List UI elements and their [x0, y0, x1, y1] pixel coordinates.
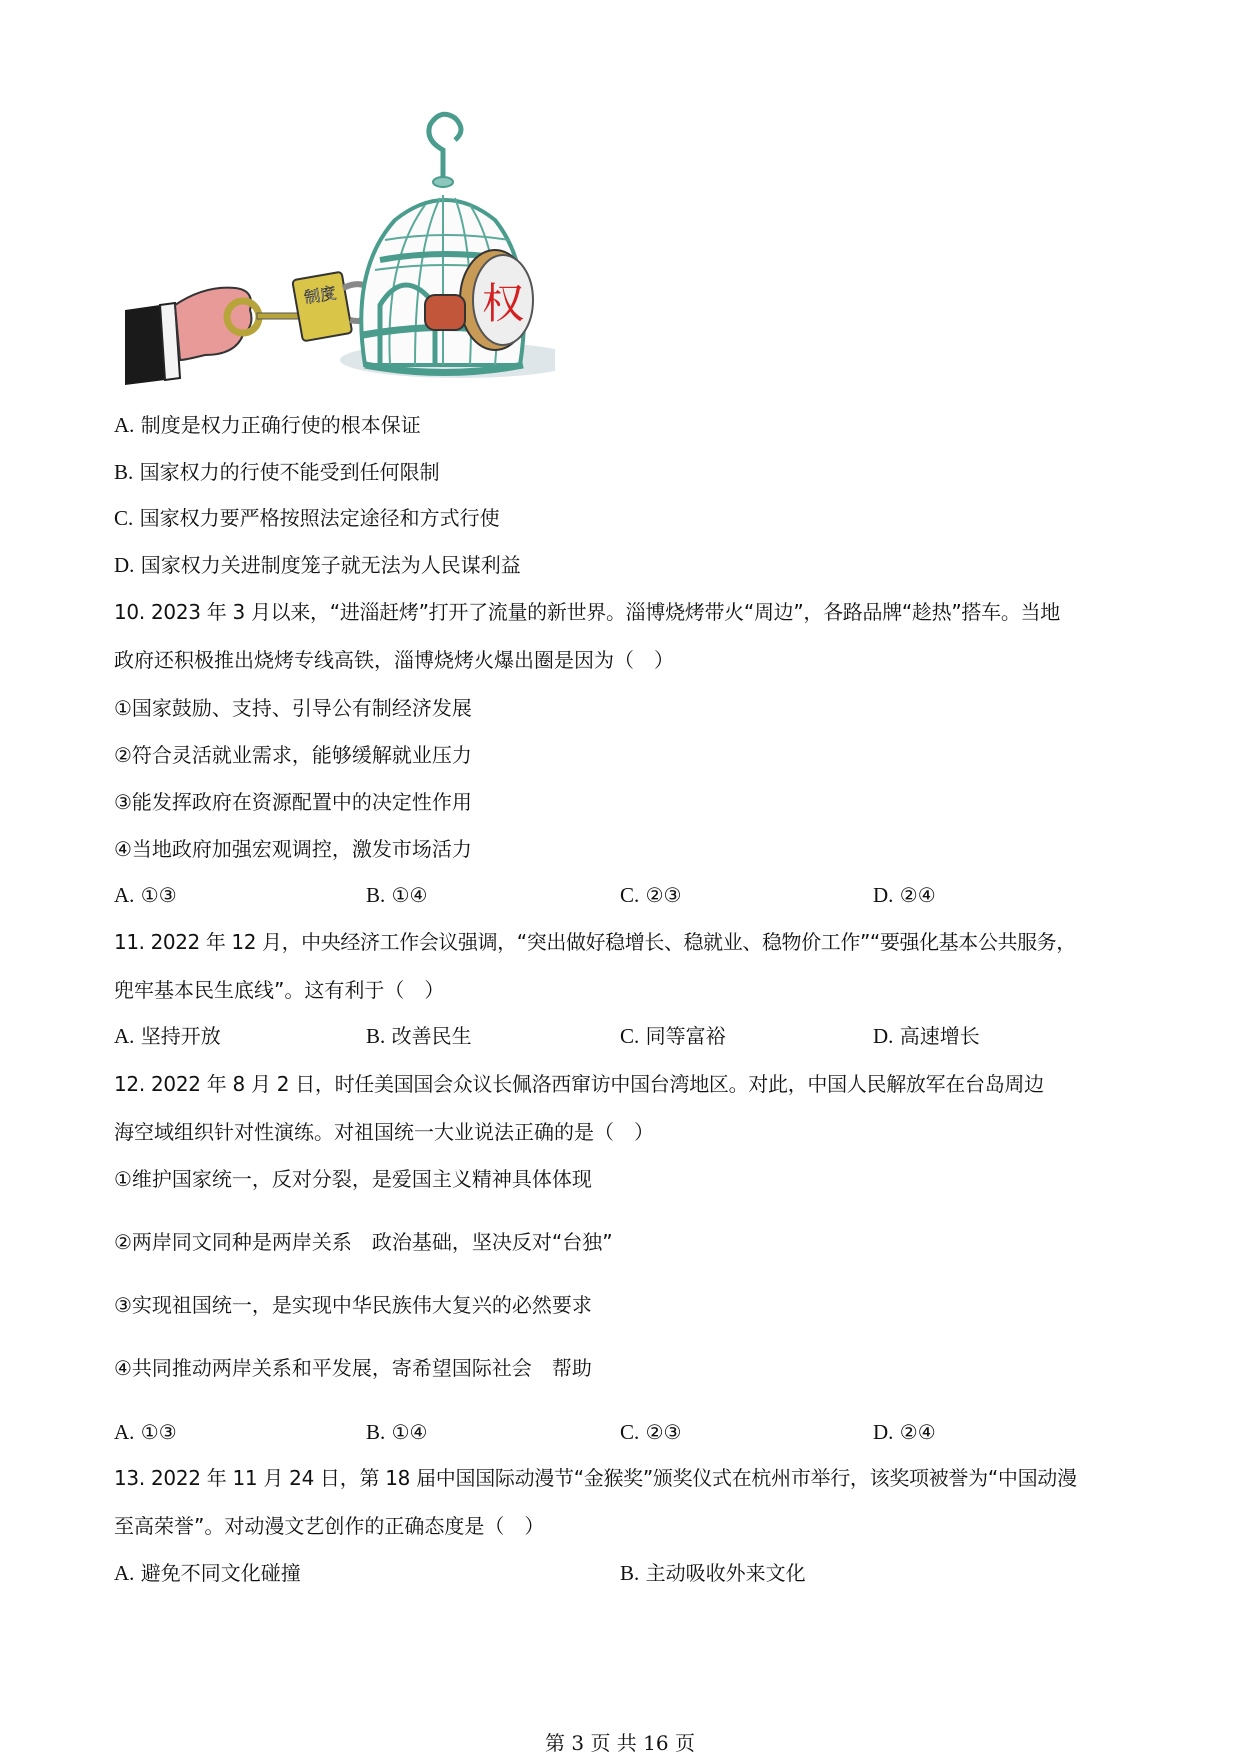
q11-stem-line1: 11. 2022 年 12 月，中央经济工作会议强调，“突出做好稳增长、稳就业、稳物价工作”“要强化基本公共服务，	[114, 930, 1076, 954]
page-number: 第 3 页 共 16 页	[545, 1731, 695, 1755]
q12-stem-line1: 12. 2022 年 8 月 2 日，时任美国国会众议长佩洛西窜访中国台湾地区。对此，中国人民解放军在台岛周边	[114, 1072, 1044, 1096]
q12-option-b[interactable]: B. ①④	[366, 1420, 428, 1444]
q9-option-a[interactable]: A. 制度是权力正确行使的根本保证	[114, 413, 421, 437]
q9-option-d[interactable]: D. 国家权力关进制度笼子就无法为人民谋利益	[114, 553, 521, 577]
q12-item-4: ④共同推动两岸关系和平发展，寄希望国际社会 帮助	[114, 1356, 592, 1380]
q10-stem-line1: 10. 2023 年 3 月以来，“进淄赶烤”打开了流量的新世界。淄博烧烤带火“周边”，各路品牌“趁热”搭车。当地	[114, 600, 1060, 624]
q10-item-3: ③能发挥政府在资源配置中的决定性作用	[114, 790, 472, 814]
q10-item-1: ①国家鼓励、支持、引导公有制经济发展	[114, 696, 472, 720]
q12-item-2: ②两岸同文同种是两岸关系 政治基础，坚决反对“台独”	[114, 1230, 613, 1254]
seal-label: 权	[481, 279, 525, 328]
q10-option-c[interactable]: C. ②③	[620, 883, 682, 907]
q11-option-d[interactable]: D. 高速增长	[873, 1024, 980, 1048]
q11-option-c[interactable]: C. 同等富裕	[620, 1024, 726, 1048]
q10-option-b[interactable]: B. ①④	[366, 883, 428, 907]
q10-item-4: ④当地政府加强宏观调控，激发市场活力	[114, 837, 472, 861]
q12-stem-line2: 海空域组织针对性演练。对祖国统一大业说法正确的是（ ）	[114, 1120, 654, 1144]
q12-option-c[interactable]: C. ②③	[620, 1420, 682, 1444]
q13-option-a[interactable]: A. 避免不同文化碰撞	[114, 1561, 301, 1585]
q10-stem-line2: 政府还积极推出烧烤专线高铁，淄博烧烤火爆出圈是因为（ ）	[114, 648, 674, 672]
q13-stem-line1: 13. 2022 年 11 月 24 日，第 18 届中国国际动漫节“金猴奖”颁奖仪式在杭州市举行，该奖项被誉为“中国动漫	[114, 1466, 1077, 1490]
q12-item-1: ①维护国家统一，反对分裂，是爱国主义精神具体体现	[114, 1167, 592, 1191]
cage-power-illustration	[125, 110, 555, 390]
q10-option-a[interactable]: A. ①③	[114, 883, 177, 907]
q11-option-a[interactable]: A. 坚持开放	[114, 1024, 221, 1048]
q13-option-b[interactable]: B. 主动吸收外来文化	[620, 1561, 806, 1585]
q9-option-c[interactable]: C. 国家权力要严格按照法定途径和方式行使	[114, 506, 500, 530]
q12-option-d[interactable]: D. ②④	[873, 1420, 936, 1444]
q13-stem-line2: 至高荣誉”。对动漫文艺创作的正确态度是（ ）	[114, 1514, 545, 1538]
q10-option-d[interactable]: D. ②④	[873, 883, 936, 907]
lock-label: 制度	[302, 283, 338, 308]
q12-item-3: ③实现祖国统一，是实现中华民族伟大复兴的必然要求	[114, 1293, 592, 1317]
q12-option-a[interactable]: A. ①③	[114, 1420, 177, 1444]
q9-option-b[interactable]: B. 国家权力的行使不能受到任何限制	[114, 460, 440, 484]
q11-stem-line2: 兜牢基本民生底线”。这有利于（ ）	[114, 978, 445, 1002]
q10-item-2: ②符合灵活就业需求，能够缓解就业压力	[114, 743, 472, 767]
q11-option-b[interactable]: B. 改善民生	[366, 1024, 472, 1048]
